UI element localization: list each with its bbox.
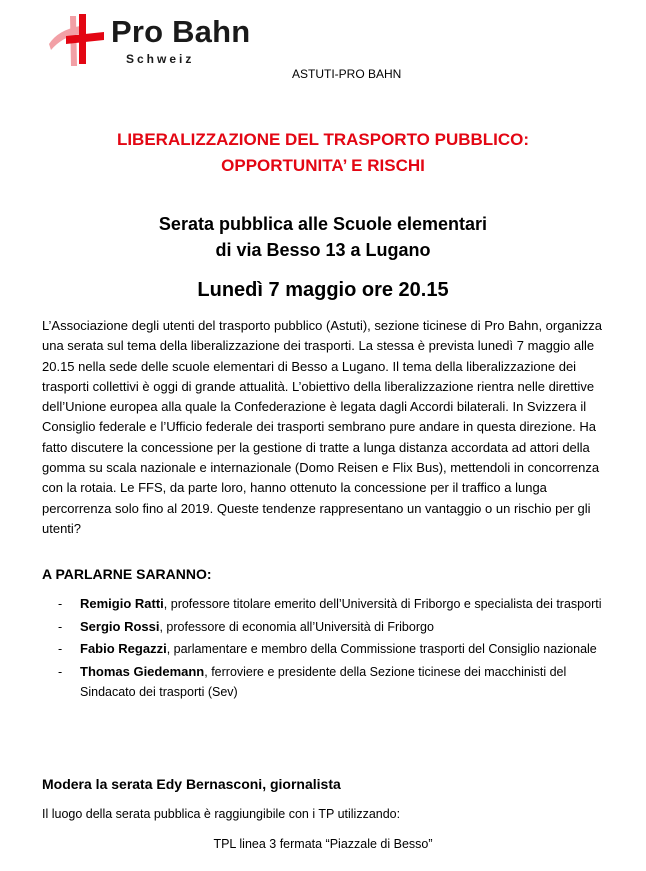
organization-name: ASTUTI-PRO BAHN [292, 67, 402, 81]
event-line-2: di via Besso 13 a Lugano [215, 240, 431, 260]
event-date: Lunedì 7 maggio ore 20.15 [197, 279, 449, 301]
event-venue [0, 211, 646, 263]
speakers-list [42, 594, 612, 705]
speaker-item [42, 594, 612, 615]
speaker-name: Sergio Rossi [80, 618, 160, 634]
pro-bahn-cross-icon [46, 10, 106, 66]
speaker-role: , professore titolare emerito dell’Università di Friborgo e specialista dei trasporti [163, 597, 602, 611]
speaker-item [42, 639, 612, 660]
transit-stop: TPL linea 3 fermata “Piazzale di Besso” [213, 837, 433, 851]
speaker-item [42, 662, 612, 703]
bullet-dash: - [58, 597, 63, 611]
headline-line-1: LIBERALIZZAZIONE DEL TRASPORTO PUBBLICO: [116, 130, 530, 149]
event-line-1: Serata pubblica alle Scuole elementari [158, 214, 488, 234]
bullet-dash: - [58, 619, 63, 634]
moderator-line: Modera la serata Edy Bernasconi, giornalista [42, 776, 341, 792]
speaker-item [42, 617, 612, 638]
logo-subtitle: Schweiz [126, 52, 195, 66]
intro-paragraph: L’Associazione degli utenti del trasporto pubblico (Astuti), sezione ticinese di Pro Bahn, organizza una serata sul tema della liberalizzazione dei trasporti. La stessa è prevista lunedì 7 maggio alle 20.15 nella sede delle scuole elementari di Besso a Lugano. Il tema della liberalizzazione dei trasporti collettivi è oggi di grande attualità. L’obiettivo della liberalizzazione rientra nelle direttive dell’Unione europea alla quale la Confederazione è legata dagli Accordi bilaterali. In Svizzera il Consiglio federale e l’Ufficio federale dei trasporti sembrano pure andare in questa direzione. Ha fatto discutere la concessione per la gestione di tratte a lunga distanza accordata ad attori della gomma su scala nazionale e internazionale (Domo Reisen e Flix Bus), mettendoli in concorrenza con la rotaia. Le FFS, da parte loro, hanno ottenuto la concessione per il traffico a lunga percorrenza solo fino al 2019. Queste tendenze rappresentano un vantaggio o un rischio per gli utenti? [42, 318, 603, 536]
speaker-name: Thomas Giedemann [80, 663, 205, 679]
access-info: Il luogo della serata pubblica è raggiungibile con i TP utilizzando: [42, 807, 401, 821]
speakers-heading: A PARLARNE SARANNO: [42, 566, 212, 582]
bullet-dash: - [58, 664, 63, 679]
speaker-role: , professore di economia all’Università di Friborgo [159, 619, 434, 634]
pro-bahn-logo [46, 10, 276, 72]
speaker-name: Fabio Regazzi [80, 641, 167, 656]
speaker-name: Remigio Ratti [80, 596, 164, 611]
headline-line-2: OPPORTUNITA’ E RISCHI [221, 156, 425, 175]
bullet-dash: - [58, 642, 63, 656]
speaker-role: , ferroviere e presidente della Sezione ticinese dei macchinisti del Sindacato dei trasporti (Sev) [80, 664, 567, 699]
logo-title: Pro Bahn [111, 14, 251, 49]
headline [0, 127, 646, 179]
speaker-role: , parlamentare e membro della Commissione trasporti del Consiglio nazionale [166, 642, 597, 656]
